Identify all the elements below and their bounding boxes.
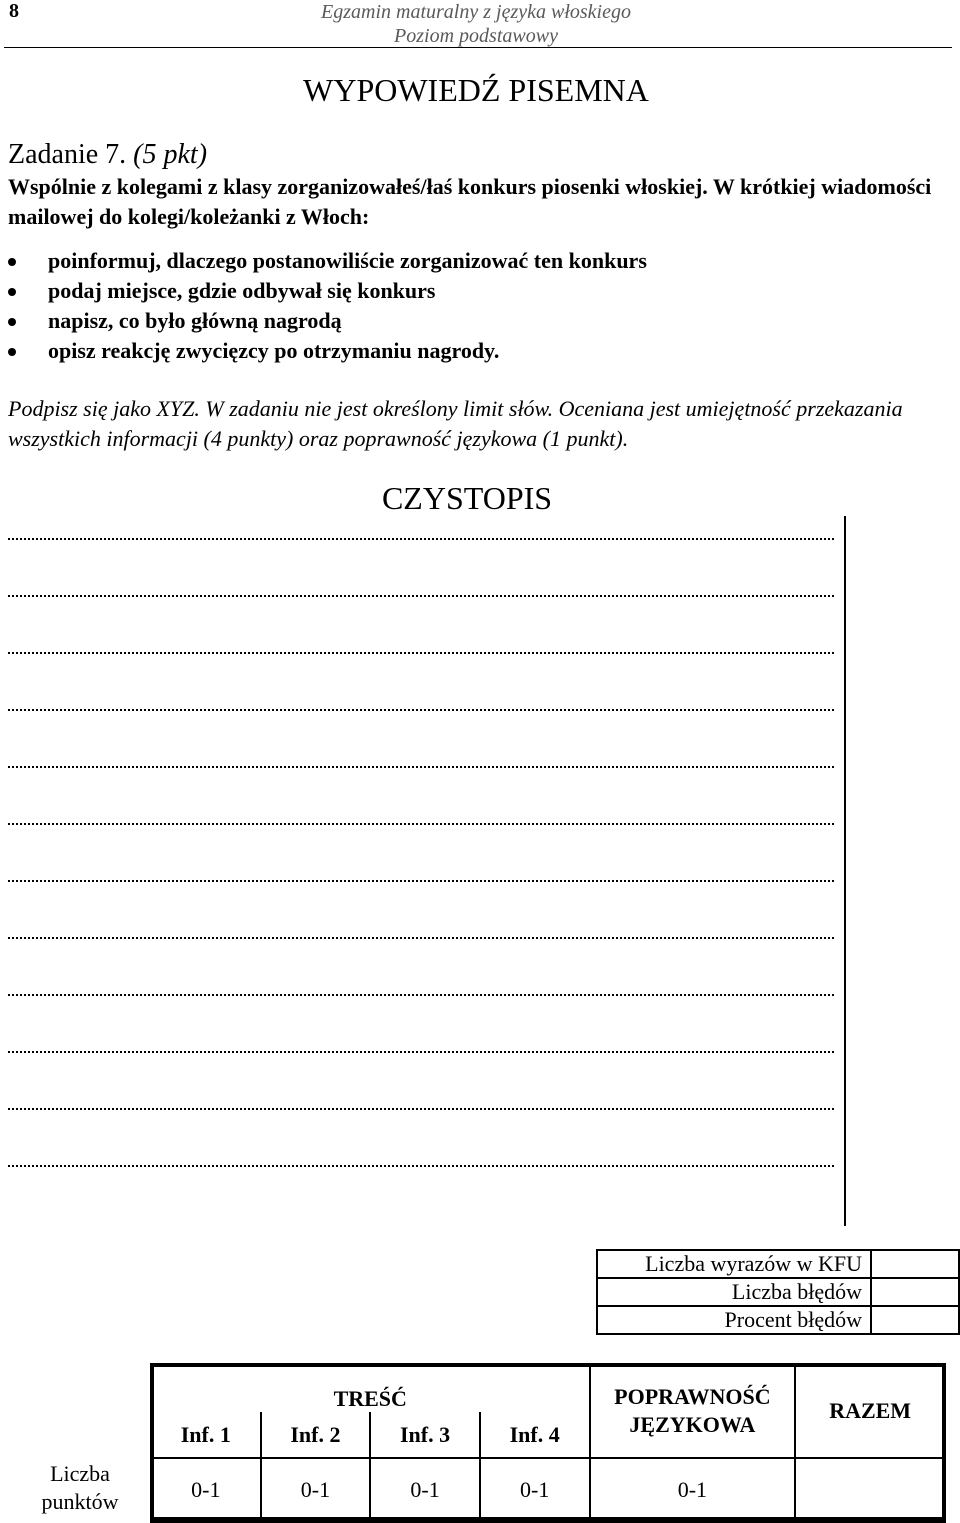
task-title bbox=[8, 138, 207, 172]
bullet-text: napisz, co było główną nagrodą bbox=[48, 308, 342, 333]
kfu-row bbox=[597, 1306, 959, 1334]
kfu-row bbox=[597, 1250, 959, 1278]
writing-line[interactable] bbox=[8, 766, 834, 768]
task-bullet bbox=[8, 306, 908, 336]
info-header: Inf. 4 bbox=[480, 1412, 590, 1458]
bullet-text: opisz reakcję zwycięzcy po otrzymaniu nagrody. bbox=[48, 338, 500, 363]
total-header: RAZEM bbox=[795, 1364, 945, 1458]
score-range: 0-1 bbox=[261, 1458, 371, 1522]
writing-line[interactable] bbox=[8, 595, 834, 597]
kfu-value-cell[interactable] bbox=[871, 1306, 959, 1334]
writing-line[interactable] bbox=[8, 709, 834, 711]
task-instructions: Podpisz się jako XYZ. W zadaniu nie jest określony limit słów. Oceniana jest umiejętność przekazania wszystkich informacji (4 punkty) oraz poprawność językowa (1 punkt). bbox=[8, 396, 903, 451]
bullet-text: poinformuj, dlaczego postanowiliście zorganizować ten konkurs bbox=[48, 248, 647, 273]
bullet-icon bbox=[8, 258, 16, 266]
score-range: 0-1 bbox=[370, 1458, 480, 1522]
bullet-icon bbox=[8, 318, 16, 326]
score-table bbox=[150, 1363, 946, 1523]
exam-level: Poziom podstawowy bbox=[394, 25, 558, 47]
task-bullet bbox=[8, 276, 908, 306]
writing-line[interactable] bbox=[8, 823, 834, 825]
total-score-cell[interactable] bbox=[795, 1458, 945, 1522]
task-bullet bbox=[8, 336, 908, 366]
exam-title: Egzamin maturalny z języka włoskiego bbox=[321, 1, 631, 23]
bullet-icon bbox=[8, 288, 16, 296]
language-header: POPRAWNOŚĆ JĘZYKOWA bbox=[590, 1364, 796, 1458]
info-header: Inf. 3 bbox=[370, 1412, 480, 1458]
kfu-label: Liczba wyrazów w KFU bbox=[597, 1250, 871, 1278]
kfu-value-cell[interactable] bbox=[871, 1250, 959, 1278]
writing-line[interactable] bbox=[8, 538, 834, 540]
section-title: WYPOWIEDŹ PISEMNA bbox=[303, 72, 649, 108]
writing-line[interactable] bbox=[8, 880, 834, 882]
kfu-table bbox=[596, 1249, 960, 1335]
score-range: 0-1 bbox=[480, 1458, 590, 1522]
content-header: TREŚĆ bbox=[151, 1364, 590, 1412]
kfu-label: Liczba błędów bbox=[597, 1278, 871, 1306]
writing-line[interactable] bbox=[8, 1165, 834, 1167]
page-number: 8 bbox=[9, 0, 19, 22]
task-bullet-list bbox=[8, 246, 908, 366]
task-number: Zadanie 7. bbox=[8, 139, 127, 170]
writing-line[interactable] bbox=[8, 994, 834, 996]
info-header: Inf. 1 bbox=[151, 1412, 261, 1458]
bullet-text: podaj miejsce, gdzie odbywał się konkurs bbox=[48, 278, 436, 303]
kfu-label: Procent błędów bbox=[597, 1306, 871, 1334]
writing-line[interactable] bbox=[8, 652, 834, 654]
writing-line[interactable] bbox=[8, 937, 834, 939]
points-row-label: Liczba punktów bbox=[41, 1461, 119, 1514]
writing-line[interactable] bbox=[8, 1051, 834, 1053]
kfu-value-cell[interactable] bbox=[871, 1278, 959, 1306]
header-divider bbox=[4, 47, 952, 48]
score-range: 0-1 bbox=[590, 1458, 796, 1522]
bullet-icon bbox=[8, 348, 16, 356]
task-bullet bbox=[8, 246, 908, 276]
info-header: Inf. 2 bbox=[261, 1412, 371, 1458]
task-points: (5 pkt) bbox=[133, 139, 208, 170]
task-intro: Wspólnie z kolegami z klasy zorganizowałeś/łaś konkurs piosenki włoskiej. W krótkiej wiadomości mailowej do kolegi/koleżanki z Włoch: bbox=[8, 174, 932, 229]
writing-margin-line bbox=[844, 516, 846, 1226]
writing-line[interactable] bbox=[8, 1108, 834, 1110]
clean-copy-title: CZYSTOPIS bbox=[381, 480, 553, 516]
score-range: 0-1 bbox=[151, 1458, 261, 1522]
kfu-row bbox=[597, 1278, 959, 1306]
